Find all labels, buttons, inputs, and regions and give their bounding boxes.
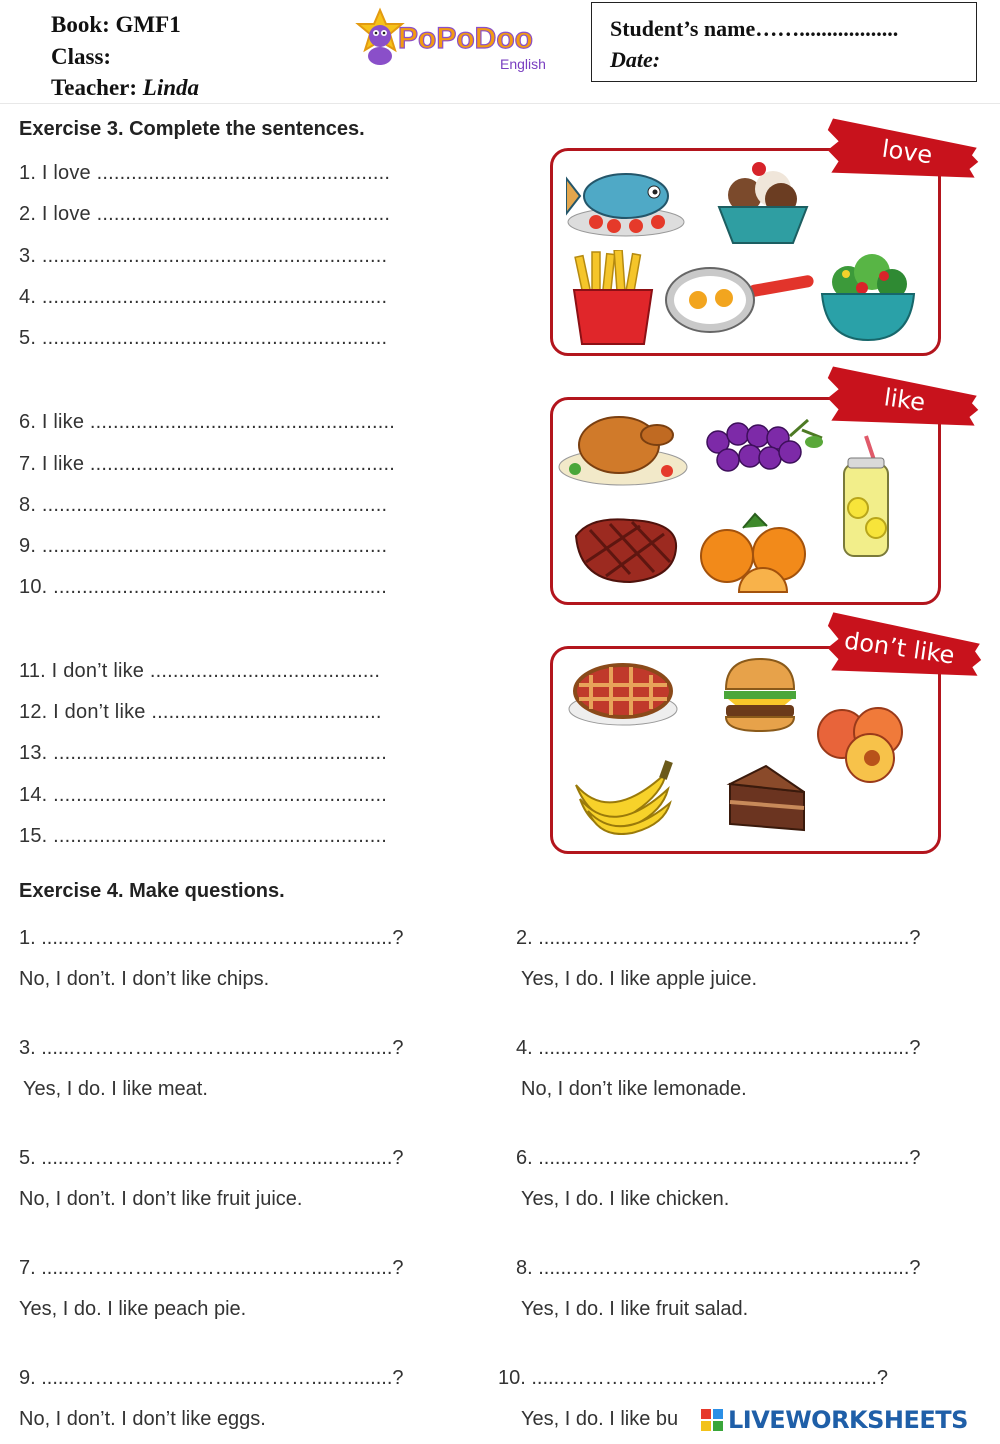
ex3-line-11[interactable]: 11. I don’t like ........................................ <box>19 660 381 682</box>
lemonade-icon <box>836 434 896 560</box>
dont-like-banner <box>826 612 984 684</box>
popodoo-logo <box>350 6 550 76</box>
q1-blank[interactable]: 1. ......……………………...………....….......? <box>19 927 404 949</box>
steak-icon <box>570 512 682 586</box>
like-banner <box>826 366 981 432</box>
q5-blank[interactable]: 5. ......……………………...………....….......? <box>19 1147 404 1169</box>
burger-icon <box>720 655 800 735</box>
q4-blank[interactable]: 4. ......………………………...………....….......? <box>516 1037 921 1059</box>
bananas-icon <box>570 755 676 835</box>
teacher-label: Teacher: <box>51 75 138 100</box>
q8-answer: Yes, I do. I like fruit salad. <box>521 1298 749 1320</box>
book-label: Book: <box>51 12 110 37</box>
pie-icon <box>567 657 679 727</box>
student-name-field[interactable]: Student’s name…….................. <box>610 16 899 41</box>
ex3-line-10[interactable]: 10. .......................................................... <box>19 576 388 598</box>
oranges-icon <box>693 508 815 598</box>
teacher-line <box>51 75 199 101</box>
fried-eggs-icon <box>664 262 816 334</box>
ex3-line-15[interactable]: 15. .......................................................... <box>19 825 388 847</box>
ex3-line-12[interactable]: 12. I don’t like ........................................ <box>19 701 382 723</box>
fish-icon <box>566 160 686 240</box>
chocolate-cake-icon <box>726 764 808 834</box>
q3-answer: Yes, I do. I like meat. <box>23 1078 208 1100</box>
student-info-box <box>591 2 977 82</box>
book-line <box>51 12 181 38</box>
teacher-value: Linda <box>142 75 199 100</box>
q10-blank[interactable]: 10. ......……………………...………....…......? <box>498 1367 889 1389</box>
love-banner-label: love <box>880 134 935 170</box>
liveworksheets-logo-icon <box>700 1408 724 1432</box>
date-field[interactable]: Date: <box>610 47 661 72</box>
ex3-line-4[interactable]: 4. ............................................................ <box>19 286 388 308</box>
peaches-icon <box>814 704 910 784</box>
class-label: Class: <box>51 44 112 69</box>
q5-answer: No, I don’t. I don’t like fruit juice. <box>19 1188 303 1210</box>
q6-blank[interactable]: 6. ......………………………...………....….......? <box>516 1147 921 1169</box>
ex3-line-2[interactable]: 2. I love ................................................... <box>19 203 391 225</box>
q4-answer: No, I don’t like lemonade. <box>521 1078 747 1100</box>
liveworksheets-watermark <box>694 1402 974 1438</box>
logo-mascot-icon <box>350 6 550 76</box>
ex3-line-6[interactable]: 6. I like ..................................................... <box>19 411 396 433</box>
q1-answer: No, I don’t. I don’t like chips. <box>19 968 270 990</box>
ice-cream-icon <box>715 155 811 247</box>
q6-answer: Yes, I do. I like chicken. <box>521 1188 730 1210</box>
q7-blank[interactable]: 7. ......……………………...………....….......? <box>19 1257 404 1279</box>
roast-chicken-icon <box>557 405 689 489</box>
q7-answer: Yes, I do. I like peach pie. <box>19 1298 247 1320</box>
q3-blank[interactable]: 3. ......……………………...………....….......? <box>19 1037 404 1059</box>
svg-text:English: English <box>500 56 546 72</box>
ex3-line-13[interactable]: 13. .......................................................... <box>19 742 388 764</box>
exercise4-title: Exercise 4. Make questions. <box>19 880 285 902</box>
exercise3-title: Exercise 3. Complete the sentences. <box>19 118 365 140</box>
chips-icon <box>570 250 656 346</box>
q9-blank[interactable]: 9. ......……………………...………....….......? <box>19 1367 404 1389</box>
q9-answer: No, I don’t. I don’t like eggs. <box>19 1408 266 1430</box>
divider <box>0 103 1000 104</box>
q2-blank[interactable]: 2. ......………………………...………....….......? <box>516 927 921 949</box>
book-value: GMF1 <box>115 12 181 37</box>
q2-answer: Yes, I do. I like apple juice. <box>521 968 758 990</box>
ex3-line-8[interactable]: 8. ............................................................ <box>19 494 388 516</box>
svg-text:PoPoDoo: PoPoDoo <box>398 22 533 55</box>
love-banner <box>826 118 981 184</box>
ex3-line-1[interactable]: 1. I love ................................................... <box>19 162 391 184</box>
q10-answer: Yes, I do. I like bu <box>521 1408 679 1430</box>
grapes-icon <box>704 412 826 482</box>
ex3-line-9[interactable]: 9. ............................................................ <box>19 535 388 557</box>
ex3-line-7[interactable]: 7. I like ..................................................... <box>19 453 396 475</box>
watermark-text: LIVEWORKSHEETS <box>728 1406 968 1434</box>
like-banner-label: like <box>882 383 927 417</box>
salad-icon <box>818 246 918 342</box>
ex3-line-3[interactable]: 3. ............................................................ <box>19 245 388 267</box>
ex3-line-14[interactable]: 14. .......................................................... <box>19 784 388 806</box>
q8-blank[interactable]: 8. ......………………………...………....….......? <box>516 1257 921 1279</box>
ex3-line-5[interactable]: 5. ............................................................ <box>19 327 388 349</box>
dont-like-banner-label: don’t like <box>842 626 957 670</box>
